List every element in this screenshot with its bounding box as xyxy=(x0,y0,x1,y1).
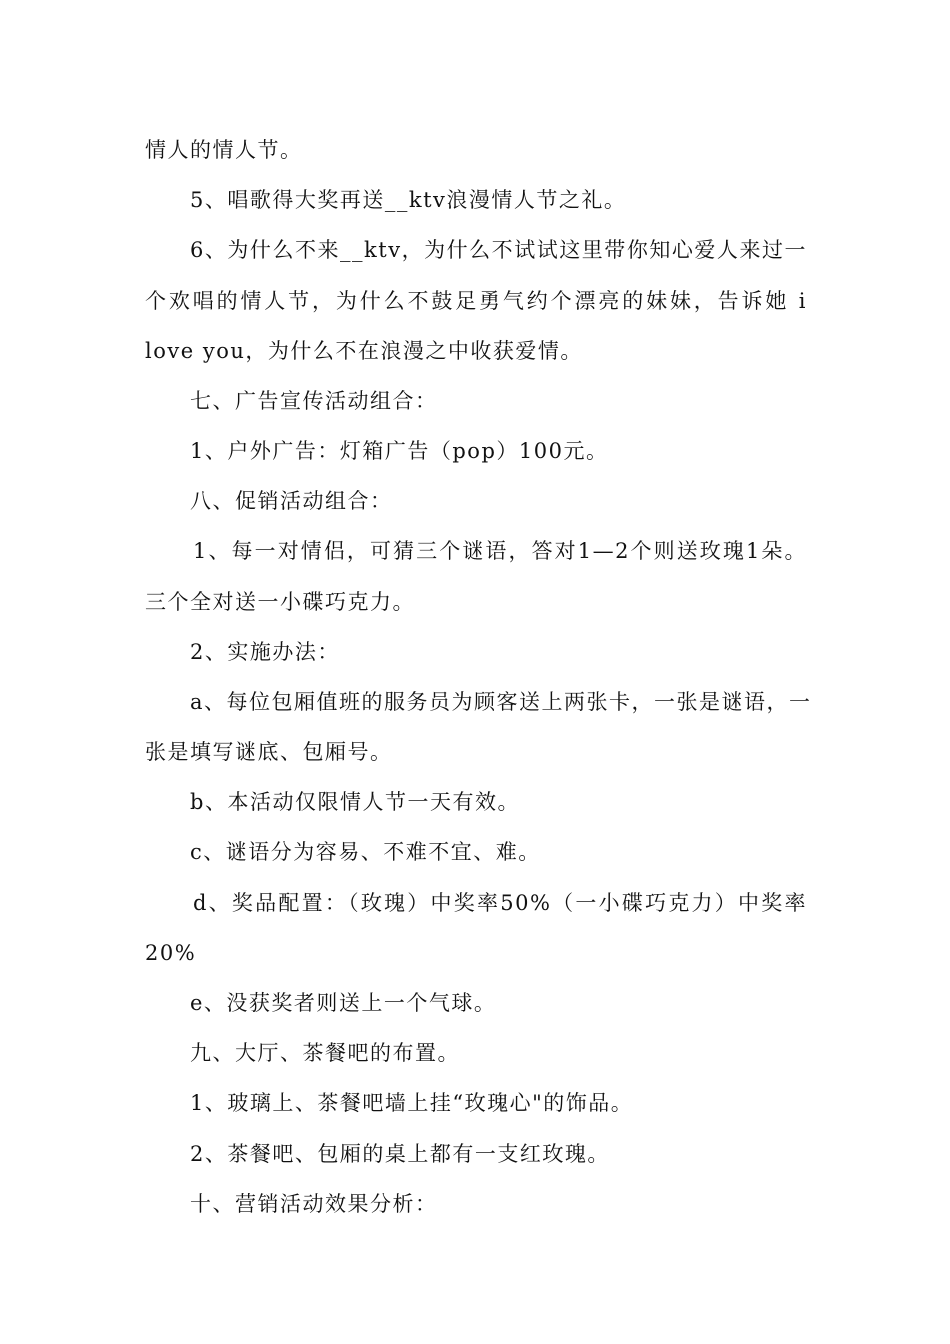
text-line: 5、唱歌得大奖再送__ktv浪漫情人节之礼。 xyxy=(190,188,627,212)
text-line: 1、户外广告：灯箱广告（pop）100元。 xyxy=(190,439,609,463)
text-line: 20% xyxy=(145,941,197,965)
text-line: love you，为什么不在浪漫之中收获爱情。 xyxy=(145,339,583,363)
text-line: 1、玻璃上、茶餐吧墙上挂“玫瑰心"的饰品。 xyxy=(190,1091,634,1115)
text-line: 1、每一对情侣，可猜三个谜语，答对1—2个则送玫瑰1朵。 xyxy=(193,539,807,563)
text-line: a、每位包厢值班的服务员为顾客送上两张卡，一张是谜语，一 xyxy=(190,690,812,714)
text-line: 2、实施办法： xyxy=(190,640,340,664)
section-heading: 十、营销活动效果分析： xyxy=(190,1192,438,1216)
section-heading: 七、广告宣传活动组合： xyxy=(190,389,438,413)
text-line: 三个全对送一小碟巧克力。 xyxy=(145,590,415,614)
text-line: 个欢唱的情人节，为什么不鼓足勇气约个漂亮的妹妹，告诉她 i xyxy=(145,289,807,313)
section-heading: 九、大厅、茶餐吧的布置。 xyxy=(190,1041,460,1065)
text-line: d、奖品配置：（玫瑰）中奖率50%（一小碟巧克力）中奖率 xyxy=(193,891,807,915)
text-line: 6、为什么不来__ktv，为什么不试试这里带你知心爱人来过一 xyxy=(190,238,807,262)
text-line: 2、茶餐吧、包厢的桌上都有一支红玫瑰。 xyxy=(190,1142,610,1166)
text-line: e、没获奖者则送上一个气球。 xyxy=(190,991,497,1015)
text-line: 情人的情人节。 xyxy=(145,138,303,162)
section-heading: 八、促销活动组合： xyxy=(190,489,393,513)
text-line: b、本活动仅限情人节一天有效。 xyxy=(190,790,520,814)
text-line: c、谜语分为容易、不难不宜、难。 xyxy=(190,840,541,864)
text-line: 张是填写谜底、包厢号。 xyxy=(145,740,393,764)
